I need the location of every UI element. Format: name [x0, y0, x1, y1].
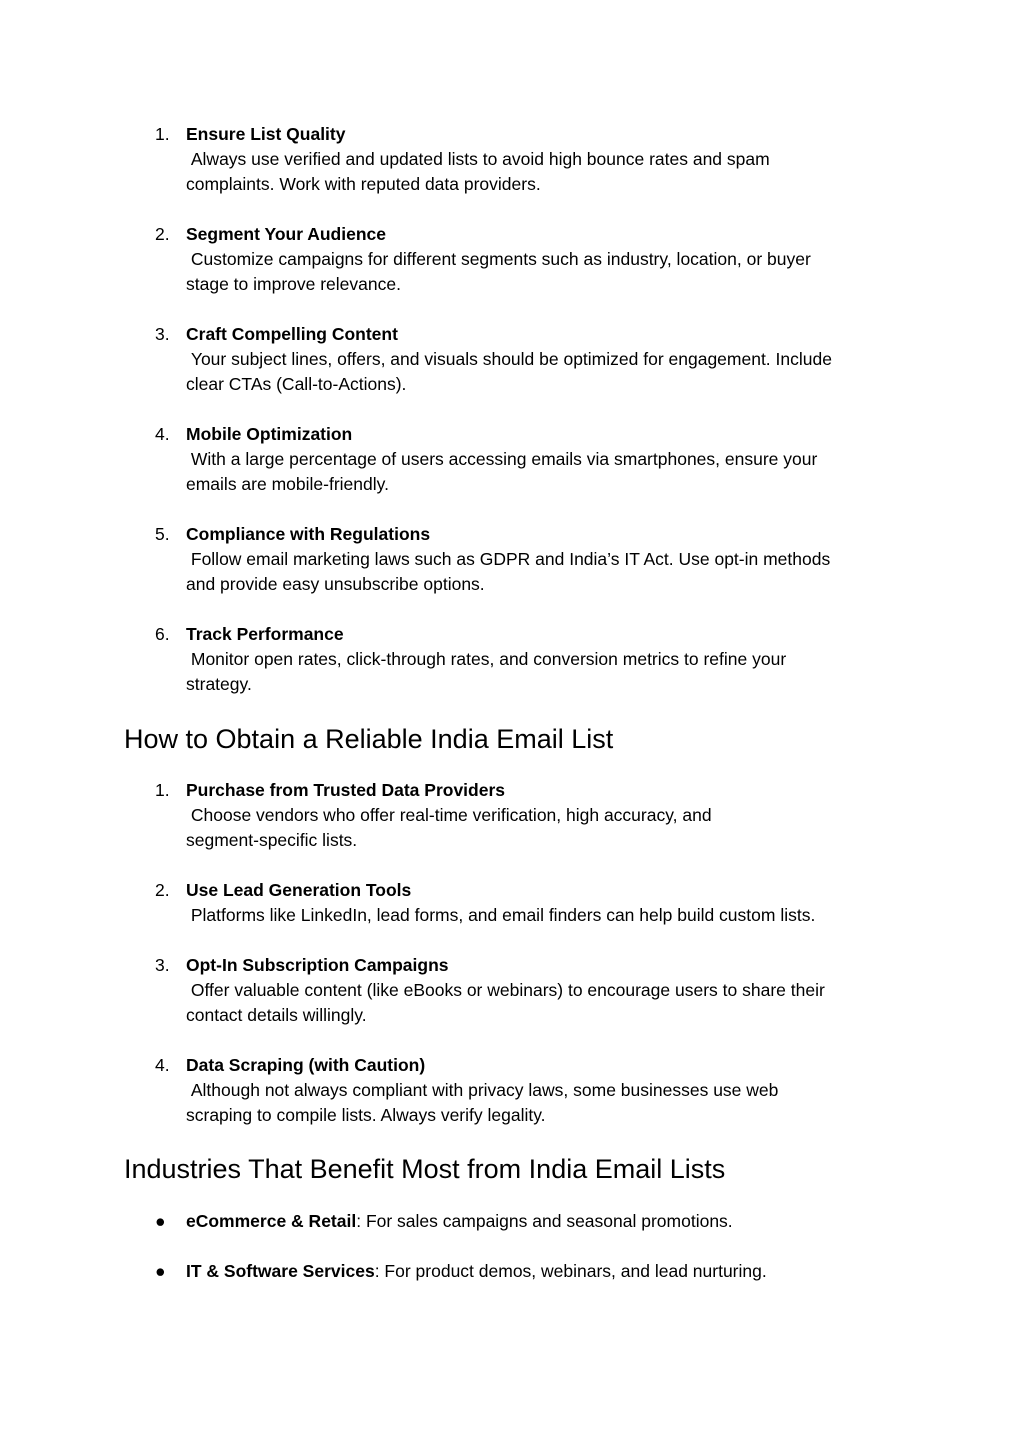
list-item-description: Offer valuable content (like eBooks or webinars) to encourage users to share their contact details willingly. [186, 980, 825, 1025]
list-item-description: Customize campaigns for different segments such as industry, location, or buyer stage to improve relevance. [186, 249, 811, 294]
bullet-term: IT & Software Services [186, 1261, 375, 1281]
bullet-text [186, 1259, 767, 1284]
bullet-marker: ● [155, 1211, 166, 1231]
list-number: 1. [155, 124, 170, 144]
list-item-title: Use Lead Generation Tools [186, 880, 412, 900]
list-item-description: Always use verified and updated lists to avoid high bounce rates and spam complaints. Work with reputed data providers. [186, 149, 770, 194]
bullet-rest: : For product demos, webinars, and lead nurturing. [374, 1261, 767, 1281]
list-item-title: Track Performance [186, 624, 344, 644]
bullet-text [186, 1209, 733, 1234]
list-number: 2. [155, 224, 170, 244]
list-item-title: Purchase from Trusted Data Providers [186, 780, 505, 800]
list-item-description: Although not always compliant with privacy laws, some businesses use web scraping to compile lists. Always verify legality. [186, 1080, 779, 1125]
list-item-title: Mobile Optimization [186, 424, 353, 444]
list-item-title: Ensure List Quality [186, 124, 346, 144]
list-number: 1. [155, 780, 170, 800]
list-number: 5. [155, 524, 170, 544]
list-item-title: Segment Your Audience [186, 224, 386, 244]
list-number: 3. [155, 955, 170, 975]
list-item-description: Monitor open rates, click-through rates, and conversion metrics to refine your strategy. [186, 649, 787, 694]
section-heading-industries: Industries That Benefit Most from India Email Lists [124, 1154, 726, 1184]
list-number: 2. [155, 880, 170, 900]
list-number: 3. [155, 324, 170, 344]
list-item-title: Opt-In Subscription Campaigns [186, 955, 449, 975]
bullet-term: eCommerce & Retail [186, 1211, 357, 1231]
list-item-title: Data Scraping (with Caution) [186, 1055, 426, 1075]
list-item-title: Compliance with Regulations [186, 524, 431, 544]
list-number: 6. [155, 624, 170, 644]
bullet-rest: : For sales campaigns and seasonal promotions. [356, 1211, 733, 1231]
list-number: 4. [155, 424, 170, 444]
section-heading-obtain-list: How to Obtain a Reliable India Email List [124, 724, 614, 754]
list-item-description: Choose vendors who offer real-time verification, high accuracy, and segment-specific lists. [186, 805, 712, 850]
list-number: 4. [155, 1055, 170, 1075]
list-item-description: With a large percentage of users accessing emails via smartphones, ensure your emails are mobile-friendly. [186, 449, 818, 494]
list-item-description: Platforms like LinkedIn, lead forms, and email finders can help build custom lists. [186, 905, 816, 925]
bullet-marker: ● [155, 1261, 166, 1281]
list-item-description: Your subject lines, offers, and visuals should be optimized for engagement. Include clear CTAs (Call-to-Actions). [186, 349, 832, 394]
list-item-title: Craft Compelling Content [186, 324, 398, 344]
list-item-description: Follow email marketing laws such as GDPR and India’s IT Act. Use opt-in methods and provide easy unsubscribe options. [186, 549, 831, 594]
